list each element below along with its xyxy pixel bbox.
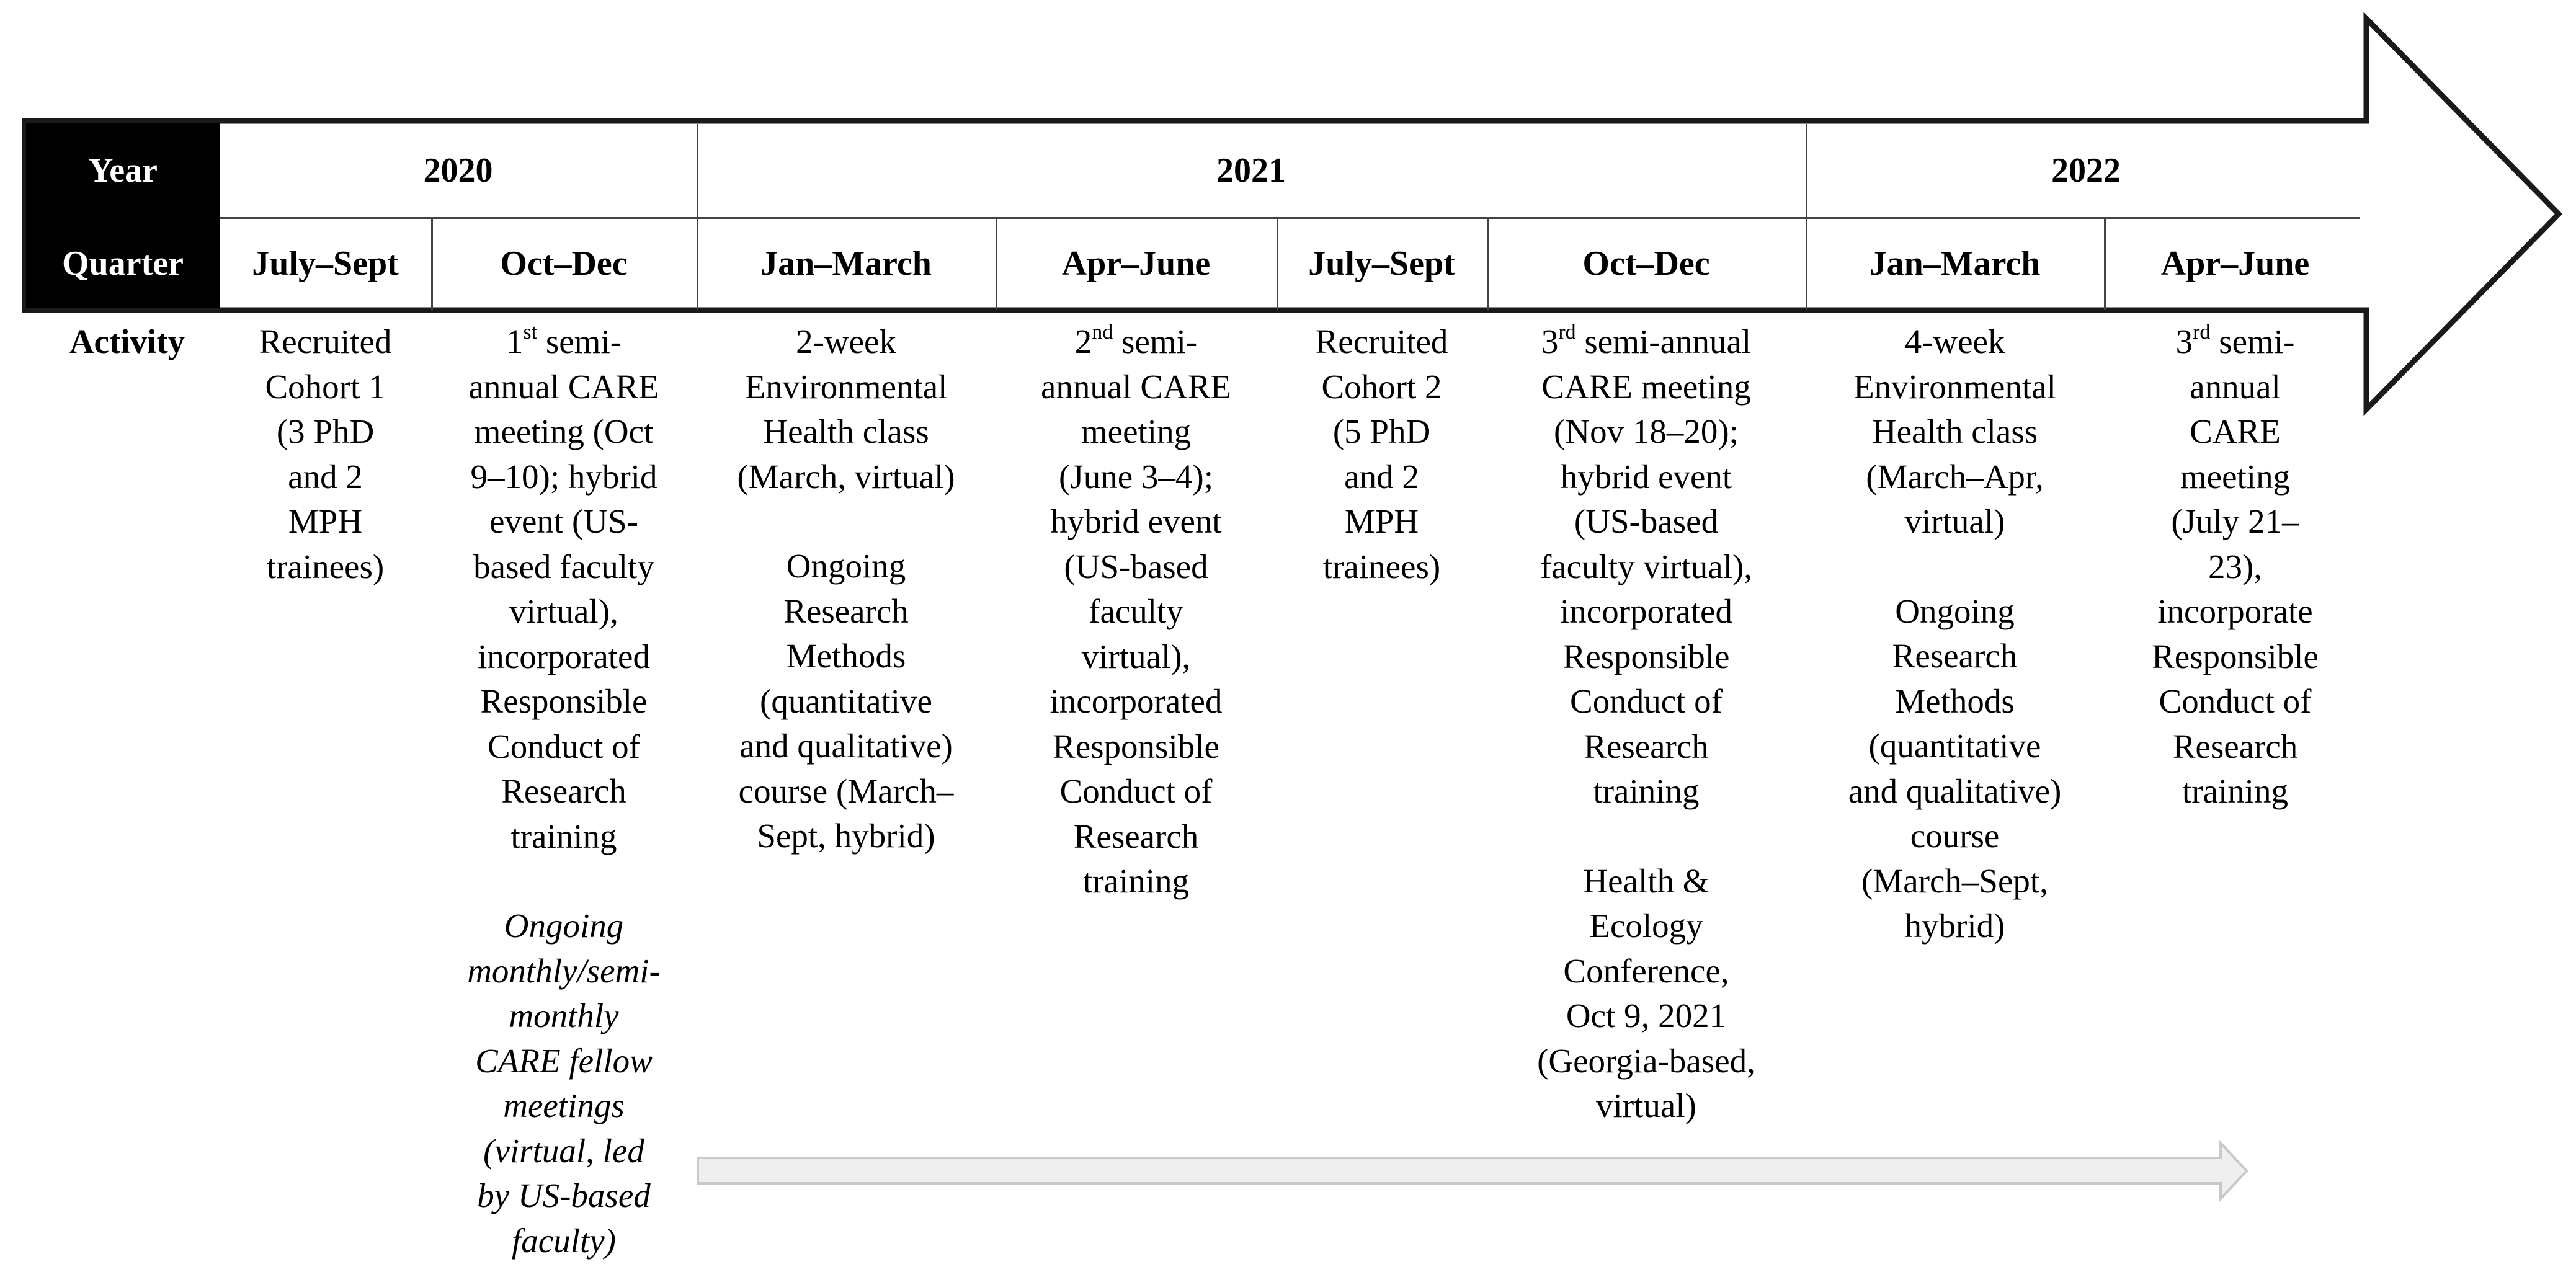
activity-q1-2021 xyxy=(697,319,996,859)
ongoing-activity-arrow xyxy=(698,1143,2247,1199)
text-line: 9–10); hybrid xyxy=(470,457,657,496)
text-line: 2-week xyxy=(796,322,896,360)
text-line: training xyxy=(2182,772,2289,810)
ordinal-suffix: st xyxy=(523,320,538,344)
text-line: trainees) xyxy=(266,547,385,585)
recruit-cohort-1-text xyxy=(220,319,431,589)
text-line: virtual) xyxy=(1596,1087,1696,1124)
text-line: (March–Sept, xyxy=(1861,861,2048,900)
text-line: based faculty xyxy=(473,547,654,585)
text-line: incorporated xyxy=(478,637,650,675)
text-line: Responsible xyxy=(2152,637,2319,675)
text-line: trainees) xyxy=(1322,547,1441,585)
text-line: Research xyxy=(1073,817,1199,855)
text-line: CARE xyxy=(2190,412,2281,450)
activity-q2-2020 xyxy=(431,319,697,1263)
text-line: incorporated xyxy=(1050,682,1223,720)
quarter-cell: Apr–June xyxy=(1061,244,1211,283)
text-line: Conduct of xyxy=(1059,772,1213,810)
text-line: meeting xyxy=(1081,412,1192,450)
text-line: Health & xyxy=(1583,861,1709,900)
text-line: hybrid) xyxy=(1904,907,2005,945)
text-line: (June 3–4); xyxy=(1059,457,1213,496)
text-line: Conduct of xyxy=(1570,682,1723,720)
text-fragment: semi- xyxy=(2210,322,2295,360)
activity-q4-2021 xyxy=(1487,319,1806,1129)
text-line: monthly/semi- xyxy=(467,951,661,990)
text-line: (March–Apr, xyxy=(1866,457,2044,496)
text-line: Ecology xyxy=(1589,907,1703,945)
text-line: Research xyxy=(1892,637,2018,675)
text-line: (quantitative xyxy=(760,682,932,720)
text-line: Responsible xyxy=(480,682,648,720)
text-line: Sept, hybrid) xyxy=(757,817,935,855)
text-line: meeting xyxy=(2180,457,2291,496)
text-line: Methods xyxy=(1895,682,2015,720)
text-line: annual CARE xyxy=(1040,367,1232,406)
text-line: virtual), xyxy=(1081,637,1191,675)
text-line: 23), xyxy=(2208,547,2263,585)
quarter-cell: Oct–Dec xyxy=(500,244,628,283)
text-line: Cohort 1 xyxy=(265,367,386,406)
text-line: faculty xyxy=(1089,592,1183,630)
text-line: Cohort 2 xyxy=(1321,367,1442,406)
text-line: faculty virtual), xyxy=(1540,547,1753,585)
text-line: monthly xyxy=(509,997,619,1034)
year-2022: 2022 xyxy=(2051,151,2121,190)
text-line: training xyxy=(1593,772,1700,810)
ordinal-suffix: rd xyxy=(2193,320,2211,344)
text-line: course xyxy=(1910,817,2000,855)
text-line: training xyxy=(510,817,617,855)
text-line: 4-week xyxy=(1904,322,2005,360)
activity-q1-2022 xyxy=(1806,319,2104,949)
quarter-cell: July–Sept xyxy=(1308,244,1455,283)
text-line: virtual) xyxy=(1904,502,2005,540)
text-line: annual CARE xyxy=(468,367,659,406)
ordinal-number: 2 xyxy=(1074,322,1092,360)
text-line: MPH xyxy=(1344,502,1419,540)
text-fragment: semi- xyxy=(537,322,622,360)
text-fragment: semi-annual xyxy=(1575,322,1752,360)
activity-q2-2021 xyxy=(996,319,1277,904)
text-line xyxy=(996,319,1277,365)
year-label: Year xyxy=(88,151,158,190)
activity-q1-2020 xyxy=(220,319,431,589)
text-line: course (March– xyxy=(738,772,954,810)
text-line: Environmental xyxy=(1853,367,2056,406)
text-line: Conference, xyxy=(1563,951,1729,990)
text-line: Oct 9, 2021 xyxy=(1566,997,1727,1034)
spacer xyxy=(431,859,697,904)
quarter-cell: Jan–March xyxy=(760,244,932,283)
year-2020: 2020 xyxy=(423,151,493,190)
quarter-cell: Jan–March xyxy=(1869,244,2041,283)
text-line xyxy=(2104,319,2366,365)
quarter-cell: July–Sept xyxy=(252,244,399,283)
text-line: Health class xyxy=(763,412,929,450)
text-line: annual xyxy=(2190,367,2281,406)
ordinal-number: 3 xyxy=(2175,322,2193,360)
text-line: Research xyxy=(783,592,909,630)
text-line: training xyxy=(1082,862,1190,900)
text-line: (March, virtual) xyxy=(737,457,955,496)
ordinal-suffix: nd xyxy=(1092,320,1113,344)
text-line xyxy=(431,319,697,365)
ordinal-number: 3 xyxy=(1541,322,1559,360)
text-line: incorporated xyxy=(1560,592,1732,630)
text-line: CARE meeting xyxy=(1541,367,1751,406)
ordinal-number: 1 xyxy=(506,322,524,360)
text-line: Ongoing xyxy=(786,547,906,585)
text-line: (3 PhD xyxy=(276,412,375,450)
text-line: meetings xyxy=(503,1087,625,1124)
text-line: Methods xyxy=(786,637,906,675)
text-line: Recruited xyxy=(1315,322,1448,360)
text-line: MPH xyxy=(288,502,363,540)
text-line: meeting (Oct xyxy=(474,412,654,450)
text-line: faculty) xyxy=(512,1221,616,1260)
quarter-cell: Oct–Dec xyxy=(1582,244,1710,283)
text-line: event (US- xyxy=(489,502,638,540)
ordinal-suffix: rd xyxy=(1558,320,1576,344)
text-line: and qualitative) xyxy=(739,727,953,765)
activity-q2-2022 xyxy=(2104,319,2366,814)
text-line: Responsible xyxy=(1562,637,1730,675)
text-line: (Nov 18–20); xyxy=(1554,412,1739,450)
text-line: Health class xyxy=(1871,412,2038,450)
text-line: Environmental xyxy=(744,367,948,406)
activity-q3-2021 xyxy=(1277,319,1487,589)
text-line: (US-based xyxy=(1574,502,1719,540)
text-line: Responsible xyxy=(1053,727,1219,765)
text-line xyxy=(1487,319,1806,365)
text-line: Ongoing xyxy=(504,907,624,945)
text-line: hybrid event xyxy=(1560,457,1732,496)
text-line: Research xyxy=(501,772,626,810)
text-fragment: semi- xyxy=(1113,322,1198,360)
text-line: Research xyxy=(1584,727,1709,765)
text-line: (quantitative xyxy=(1868,727,2041,765)
text-line: incorporate xyxy=(2157,592,2313,630)
text-line: Conduct of xyxy=(2159,682,2312,720)
text-line: by US-based xyxy=(477,1176,651,1214)
text-line: (July 21– xyxy=(2171,502,2299,540)
spacer xyxy=(1487,814,1806,859)
text-line: Conduct of xyxy=(488,727,640,765)
year-2021: 2021 xyxy=(1216,151,1286,190)
quarter-label: Quarter xyxy=(62,244,184,283)
spacer xyxy=(697,499,996,544)
text-line: (US-based xyxy=(1064,547,1208,585)
text-line: virtual), xyxy=(509,592,618,630)
activity-label: Activity xyxy=(69,322,185,360)
text-line: and 2 xyxy=(288,457,363,496)
text-line: (5 PhD xyxy=(1332,412,1431,450)
text-line: Ongoing xyxy=(1895,592,2015,630)
ongoing-fellow-meetings-text xyxy=(431,904,697,1263)
quarter-cell: Apr–June xyxy=(2160,244,2310,283)
spacer xyxy=(1806,545,2104,589)
text-line: hybrid event xyxy=(1050,502,1222,540)
text-line: Recruited xyxy=(259,322,392,360)
text-line: (Georgia-based, xyxy=(1537,1041,1755,1080)
text-line: CARE fellow xyxy=(475,1041,653,1080)
text-line: Research xyxy=(2172,727,2298,765)
text-line: (virtual, led xyxy=(483,1131,644,1170)
text-line: and 2 xyxy=(1344,457,1419,496)
text-line: and qualitative) xyxy=(1848,772,2062,810)
